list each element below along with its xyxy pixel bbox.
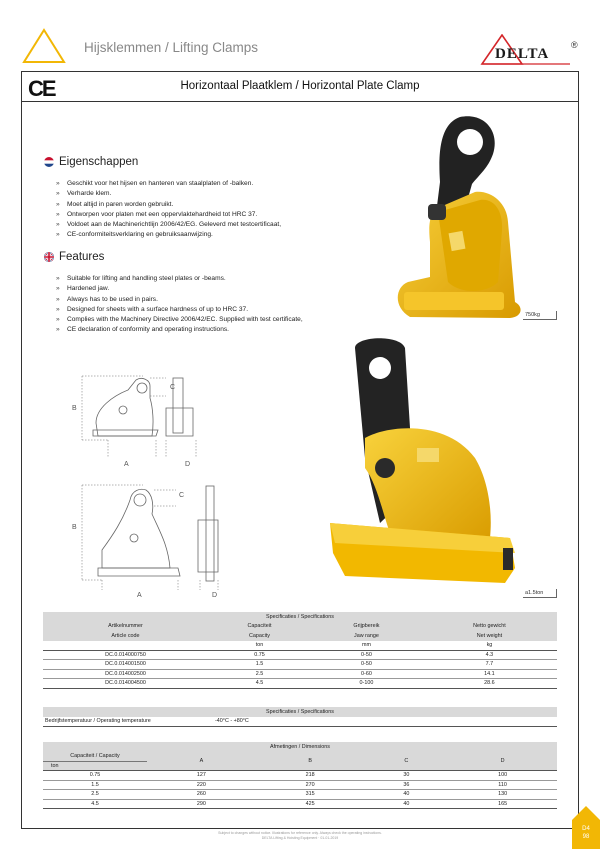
empty-cell — [524, 717, 557, 727]
table-cell: 0-50 — [311, 650, 422, 660]
footer-line-1: Subject to changes without notice. Illustrations for reference only. Always check the operating instructions. — [218, 831, 382, 835]
table-cell: 165 — [448, 799, 557, 809]
table-cell: DC.0.014000750 — [43, 650, 208, 660]
page-header — [0, 0, 600, 70]
table-caption-row — [43, 742, 557, 752]
table-caption-row — [43, 612, 557, 622]
list-item-continuation — [56, 230, 281, 240]
table-cell: 1.5 — [43, 780, 147, 790]
table-cell: DC.0.014002500 — [43, 669, 208, 679]
table-header-row — [43, 622, 557, 632]
spec-table — [43, 612, 557, 689]
table-cell: 127 — [147, 771, 256, 781]
list-item-continuation — [56, 325, 303, 335]
logo-registered-mark: ® — [571, 40, 578, 50]
column-header: Net weight — [476, 632, 503, 639]
table-caption: Afmetingen / Dimensions — [270, 743, 330, 750]
table-units-row — [43, 641, 557, 651]
table-cell: 218 — [256, 771, 365, 781]
column-header: Capaciteit — [247, 623, 272, 630]
table-row — [43, 799, 557, 809]
table-cell: DC.0.014001500 — [43, 660, 208, 670]
table-cell: 28.6 — [422, 679, 557, 689]
table-header-row — [43, 631, 557, 641]
unit-cell: kg — [422, 641, 557, 651]
temperature-table — [43, 707, 557, 727]
dimensions-table — [43, 742, 557, 809]
list-item: » Complies with the Machinery Directive 2006/42/EC. Supplied with test certificate, — [56, 315, 303, 325]
clamp-photo-750kg — [390, 112, 530, 327]
table-cell: 40 — [365, 790, 449, 800]
list-item: » Geschikt voor het hijsen en hanteren van staalplaten of -balken. — [56, 179, 281, 189]
table-caption: Specificaties / Specifications — [265, 613, 334, 620]
table-cell: 290 — [147, 799, 256, 809]
list-item-text: CE declaration of conformity and operating instructions. — [67, 326, 229, 334]
column-header: Jaw range — [354, 632, 379, 639]
column-header: Article code — [111, 632, 140, 639]
table-cell: 260 — [147, 790, 256, 800]
table-row — [43, 790, 557, 800]
section-heading-nl-text: Eigenschappen — [59, 156, 139, 168]
table-cell: 0-60 — [311, 669, 422, 679]
footer-note — [0, 831, 600, 841]
dimension-diagram-small — [68, 368, 213, 468]
section-heading-en — [44, 251, 104, 263]
diagram-label-d-2: D — [212, 592, 218, 599]
table-caption-row — [43, 707, 557, 717]
page-number — [578, 825, 594, 841]
diagram-label-a-2: A — [137, 592, 142, 599]
table-cell: 110 — [448, 780, 557, 790]
table-cell: 130 — [448, 790, 557, 800]
capacity-header: Capaciteit / Capacity — [70, 753, 120, 759]
table-row — [43, 771, 557, 781]
table-row — [43, 717, 557, 727]
table-cell: 2.5 — [208, 669, 311, 679]
logo-text: DELTA — [495, 46, 550, 62]
ce-mark: CE — [28, 76, 55, 101]
table-cell: DC.0.014004500 — [43, 679, 208, 689]
feature-list-en — [56, 274, 303, 336]
column-header: B — [308, 757, 312, 764]
capacity-unit: ton — [43, 761, 147, 771]
section-heading-nl — [44, 156, 138, 168]
table-cell: 14.1 — [422, 669, 557, 679]
page-num: 98 — [582, 834, 590, 840]
table-header-row — [43, 752, 557, 762]
unit-cell: ton — [208, 641, 311, 651]
unit-cell — [43, 641, 208, 651]
list-item: » Designed for sheets with a surface hardness of up to HRC 37. — [56, 305, 303, 315]
list-item: » Always has to be used in pairs. — [56, 295, 303, 305]
dutch-flag-icon — [44, 157, 54, 167]
column-header: Capacity — [249, 632, 270, 639]
column-header: A — [199, 757, 204, 764]
table-cell: 425 — [256, 799, 365, 809]
photo-label-2: a1.5ton — [523, 589, 557, 598]
table-cell: 7.7 — [422, 660, 557, 670]
temperature-value: -40°C - +80°C — [213, 717, 524, 727]
table-cell: 4.5 — [43, 799, 147, 809]
table-cell: 4.3 — [422, 650, 557, 660]
photo-label-1: 750kg — [523, 311, 557, 320]
diagram-label-b-2: B — [72, 524, 77, 531]
temperature-label: Bedrijfstemperatuur / Operating temperature — [43, 717, 213, 727]
column-header: Netto gewicht — [473, 623, 506, 630]
table-cell: 0.75 — [43, 771, 147, 781]
table-row — [43, 780, 557, 790]
diagram-label-c-2: C — [179, 492, 185, 499]
diagram-label-b-1: B — [72, 405, 77, 412]
table-row — [43, 650, 557, 660]
footer-line-2: DELTA Lifting & Hoisting Equipment · 01-01-2019 — [261, 836, 339, 840]
table-cell: 100 — [448, 771, 557, 781]
column-header: D — [500, 757, 505, 764]
clamp-photo-1.5ton — [325, 338, 525, 588]
page-section: D4 — [582, 826, 590, 832]
dimension-diagram-large — [68, 480, 228, 595]
table-cell: 40 — [365, 799, 449, 809]
warning-triangle-icon — [22, 28, 66, 64]
column-header: Grijpbereik — [353, 623, 380, 630]
section-heading-en-text: Features — [59, 251, 105, 263]
uk-flag-icon — [44, 252, 54, 262]
column-header: C — [404, 757, 409, 764]
list-item: » Hardened jaw. — [56, 284, 303, 294]
table-cell: 36 — [365, 780, 449, 790]
column-header: Artikelnummer — [108, 623, 143, 630]
table-cell: 4.5 — [208, 679, 311, 689]
table-row — [43, 660, 557, 670]
list-item-text: CE-conformiteitsverklaring en gebruiksaanwijzing. — [67, 231, 213, 239]
list-item: » Moet altijd in paren worden gebruikt. — [56, 200, 281, 210]
table-cell: 2.5 — [43, 790, 147, 800]
diagram-label-d-1: D — [185, 461, 191, 468]
table-caption: Specificaties / Specifications — [265, 708, 334, 715]
feature-list-nl — [56, 179, 281, 241]
table-cell: 1.5 — [208, 660, 311, 670]
list-item: » Suitable for lifting and handling steel plates or -beams. — [56, 274, 303, 284]
unit-cell: mm — [311, 641, 422, 651]
table-cell: 220 — [147, 780, 256, 790]
table-row — [43, 669, 557, 679]
table-cell: 270 — [256, 780, 365, 790]
diagram-label-a-1: A — [124, 461, 129, 468]
table-cell: 0-50 — [311, 660, 422, 670]
table-cell: 315 — [256, 790, 365, 800]
page-title: Horizontaal Plaatklem / Horizontal Plate Clamp — [180, 80, 420, 92]
table-cell: 0-100 — [311, 679, 422, 689]
table-row — [43, 679, 557, 689]
diagram-label-c-1: C — [170, 384, 176, 391]
table-cell: 30 — [365, 771, 449, 781]
list-item: » Voldoet aan de Machinerichtlijn 2006/42/EG. Geleverd met testcertificaat, — [56, 220, 281, 230]
list-item: » Verharde klem. — [56, 189, 281, 199]
table-cell: 0.75 — [208, 650, 311, 660]
header-title: Hijsklemmen / Lifting Clamps — [84, 40, 259, 55]
list-item: » Ontworpen voor platen met een oppervlaktehardheid tot HRC 37. — [56, 210, 281, 220]
